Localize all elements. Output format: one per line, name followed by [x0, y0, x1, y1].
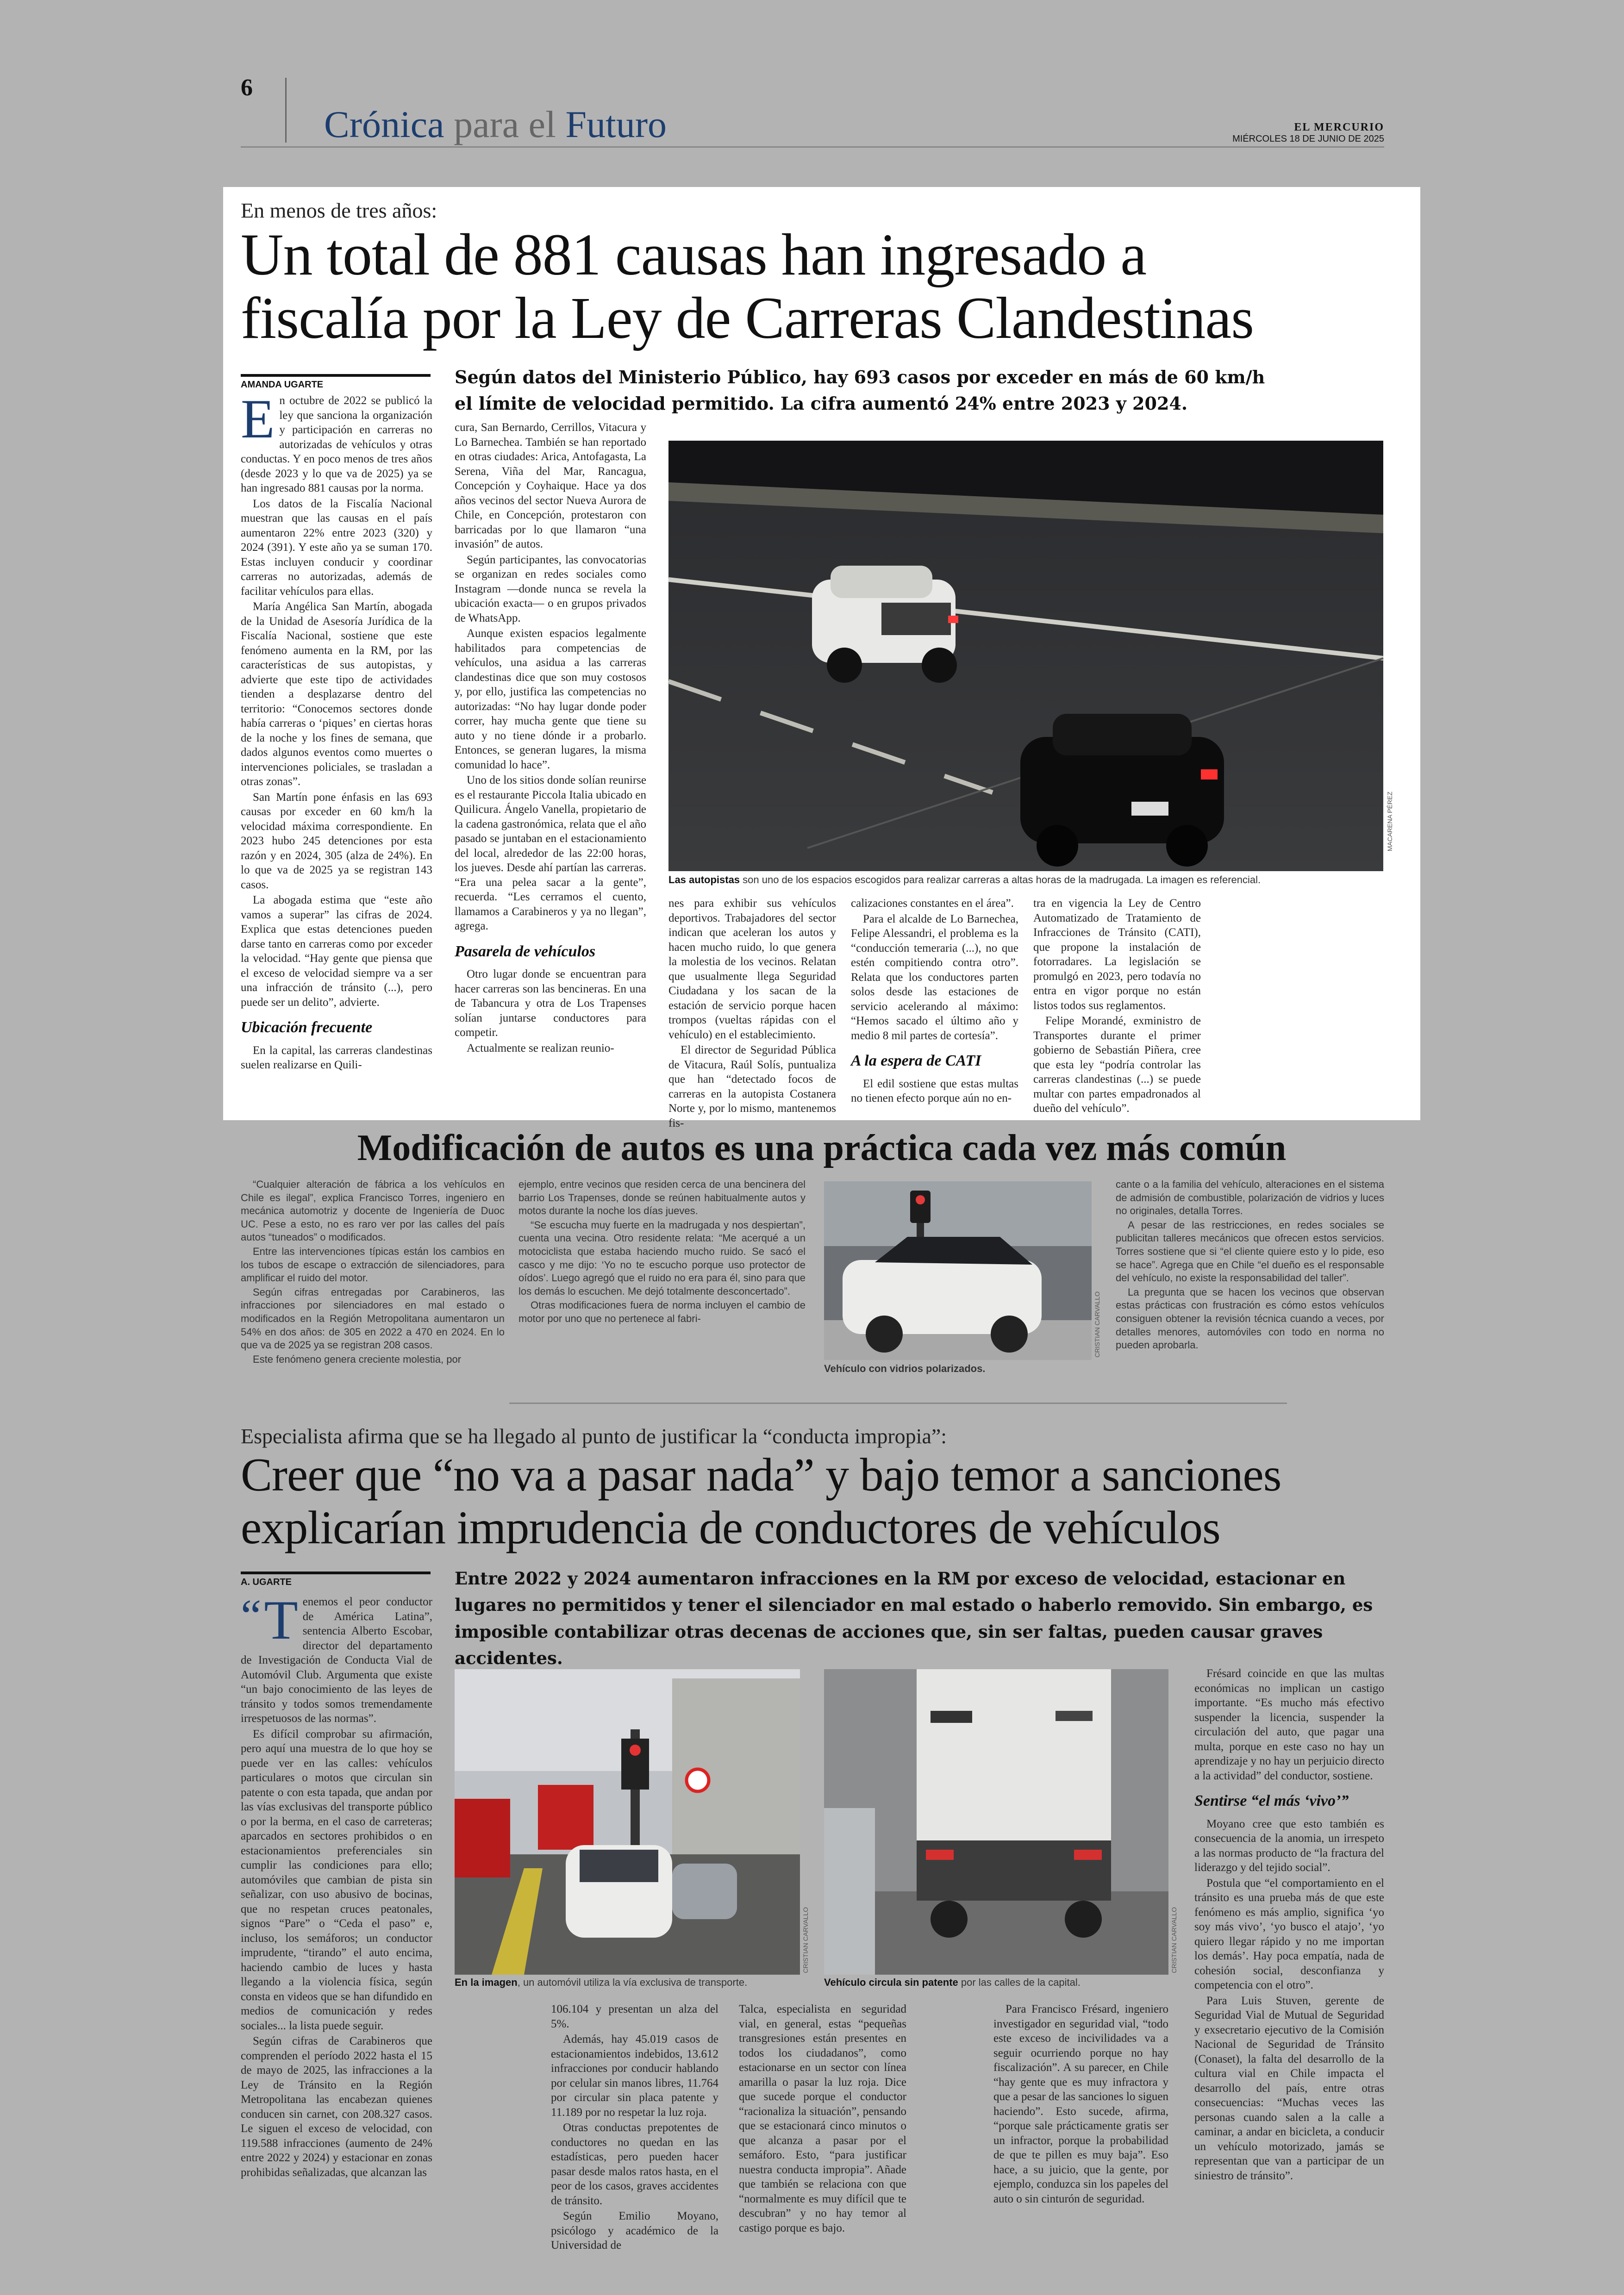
sidebar-column-2 [518, 1178, 806, 1377]
article2-column-5 [1194, 1666, 1384, 2215]
paper-name: EL MERCURIO [1294, 121, 1384, 133]
paragraph: Según participantes, las convocatorias se organizan en redes sociales como Instagram —donde nunca se revela la ubicación exacta— o en grupos privados de WhatsApp. [455, 553, 646, 624]
paragraph: Para Luis Stuven, gerente de Seguridad Vial de Mutual de Seguridad y exsecretario ejecutivo de la Comisión Nacional de Seguridad de Tránsito (Conaset), la falta del desarrollo de la cultura vial en Chile impacta el desarrollo del país, entre otras consecuencias: “Muchas veces las personas cuando salen a la calle a caminar, a andar en bicicleta, a conducir un vehículo motorizado, jamás se representan que van a participar de un siniestro de tránsito”. [1194, 1994, 1384, 2182]
article2-headline-line1: Creer que “no va a pasar nada” y bajo temor a sanciones [241, 1449, 1281, 1501]
caption-bold: En la imagen [455, 1977, 518, 1988]
article2-column-1 [241, 1589, 432, 2215]
paragraph: Para Francisco Frésard, ingeniero investigador en seguridad vial, “todo este exceso de incivilidades va a seguir ocurriendo porque no hay fiscalización”. A su parecer, en Chile “hay gente que es muy infractora y que a pesar de las sanciones lo siguen haciendo”. Esto sucede, afirma, “porque sale prácticamente gratis ser un infractor, porque la probabilidad de que te pillen es muy baja”. Eso hace, a su juicio, que la gente, por ejemplo, conduzca sin los papeles del auto o sin cinturón de seguridad. [993, 2003, 1168, 2205]
subheading: Sentirse “el más ‘vivo’” [1194, 1792, 1349, 1809]
sidebar-headline: Modificación de autos es una práctica cada vez más común [357, 1128, 1287, 1168]
paragraph: Postula que “el comportamiento en el tránsito es una prueba más de que este fenómeno es más amplio, significa ‘yo soy más vivo’, ‘yo busco el atajo’, ‘yo quiero llegar rápido y no me importan los demás’. Hay poca empatía, nada de cohesión social, desconfianza y competencia con el otro”. [1194, 1877, 1384, 1992]
section-title [324, 103, 667, 146]
article1-column-5 [1033, 896, 1201, 1120]
article2-kicker: Especialista afirma que se ha llegado al punto de justificar la “conducta impropia”: [241, 1424, 947, 1448]
paragraph: La pregunta que se hacen los vecinos que observan estas prácticas con frustración es cómo estos vehículos consiguen obtener la revisión técnica cuando a veces, por detalles menores, automóviles con todo en norma no pueden aprobarla. [1116, 1286, 1384, 1351]
article2-lead: Entre 2022 y 2024 aumentaron infracciones en la RM por exceso de velocidad, estacionar en lugares no permitidos y tener el silenciador en mal estado o haberlo removido. Sin embargo, es imposible contabilizar otras decenas de acciones que, sin ser faltas, pueden causar graves accidentes. [455, 1568, 1373, 1669]
paragraph: Según cifras de Carabineros que comprenden el período 2022 hasta el 15 de mayo de 2025, las infracciones a la Ley de Tránsito en la Región Metropolitana las encabezan quienes conducen sin carnet, con 208.327 casos. Le siguen el exceso de velocidad, con 119.588 infracciones (aumento de 24% entre 2022 y 2024) y estacionar en zonas prohibidas señalizadas, que alcanzan las [241, 2035, 432, 2179]
photo-credit: CRISTIAN CARVALLO [1093, 1291, 1101, 1358]
photo-credit: MACARENA PÉREZ [1386, 792, 1393, 852]
photo-caption [824, 1977, 1168, 1989]
paragraph: Entre las intervenciones típicas están los cambios en los tubos de escape o extracción de silenciadores, para amplificar el ruido del motor. [241, 1245, 505, 1284]
photo-illustration [455, 1669, 800, 1975]
paragraph: enemos el peor conductor de América Latina”, sentencia Alberto Escobar, director del departamento de Investigación de Conducta Vial de Automóvil Club. Argumenta que existe “un bajo conocimiento de las leyes de tránsito y todos somos tremendamente irrespetuosos de las normas”. [241, 1596, 432, 1725]
article1-headline-line2: fiscalía por la Ley de Carreras Clandestinas [241, 285, 1254, 351]
issue-date: MIÉRCOLES 18 DE JUNIO DE 2025 [1232, 134, 1384, 144]
photo-illustration [824, 1669, 1168, 1975]
article1-column-2 [455, 420, 646, 1120]
caption-bold: Las autopistas [668, 874, 740, 886]
article1-lead: Según datos del Ministerio Público, hay 693 casos por exceder en más de 60 km/h el límite de velocidad permitido. La cifra aumentó 24% entre 2023 y 2024. [455, 367, 1265, 414]
paragraph: El edil sostiene que estas multas no tienen efecto porque aún no en- [851, 1077, 1018, 1105]
photo-caption [668, 874, 1383, 886]
paragraph: Otras modificaciones fuera de norma incluyen el cambio de motor por uno que no pertenece al fabri- [518, 1299, 806, 1324]
article1-column-4 [851, 896, 1018, 1120]
paragraph: n octubre de 2022 se publicó la ley que sanciona la organización y participación en carreras no autorizadas de vehículos y otras conductas. Y en poco menos de tres años (desde 2023 y lo que va de 2025) ya se han ingresado 881 causas por la norma. [241, 394, 432, 494]
paragraph: Otras conductas prepotentes de conductores no quedan en las estadísticas, pero pueden hacer pasar desde malos ratos hasta, en el peor de los casos, graves accidentes de tránsito. [551, 2121, 718, 2207]
section-title-part3: Futuro [565, 103, 667, 145]
paragraph: Para el alcalde de Lo Barnechea, Felipe Alessandri, el problema es la “conducción temeraria (...), no que estén compitiendo contra otro”. Relata que los conductores parten solos desde las estaciones de servicio acelerando al máximo: “Hemos sacado el último año y medio 8 mil partes de cortesía”. [851, 912, 1018, 1042]
paragraph: calizaciones constantes en el área”. [851, 897, 1014, 910]
article1-headline [241, 223, 1254, 350]
caption-text: son uno de los espacios escogidos para realizar carreras a altas horas de la madrugada. La imagen es referencial. [740, 874, 1261, 886]
article2-headline [241, 1449, 1281, 1554]
article2-column-4 [993, 2002, 1168, 2215]
paragraph: 106.104 y presentan un alza del 5%. [551, 2003, 718, 2030]
paragraph: Además, hay 45.019 casos de estacionamientos indebidos, 13.612 infracciones por conducir hablando por celular sin manos libres, 11.764 por circular sin placa patente y 11.189 por no respetar la luz roja. [551, 2033, 718, 2119]
paragraph: Moyano cree que esto también es consecuencia de la anomia, un irrespeto a las normas producto de “la fractura del liderazgo y del tejido social”. [1194, 1817, 1384, 1874]
article2-headline-line2: explicarían imprudencia de conductores de vehículos [241, 1502, 1220, 1554]
subheading: Ubicación frecuente [241, 1019, 373, 1036]
paragraph: Los datos de la Fiscalía Nacional muestran que las causas en el país aumentaron 22% entre 2023 (320) y 2024 (391). Y este año ya se suman 170. Estas incluyen conducir y coordinar carreras no autorizadas, además de facilitar vehículos para ellas. [241, 497, 432, 598]
paragraph: Actualmente se realizan reunio- [467, 1041, 614, 1054]
paragraph: nes para exhibir sus vehículos deportivos. Trabajadores del sector indican que aceleran los autos y hacen mucho ruido, lo que genera la molestia de los vecinos. Relatan que usualmente llega Seguridad Ciudadana y los sacan de la estación de servicio porque hacen trompos (vueltas rápidas con el vehículo) en el establecimiento. [668, 897, 836, 1041]
masthead [1232, 121, 1384, 144]
paragraph: A pesar de las restricciones, en redes sociales se publicitan talleres mecánicos que ofrecen estos servicios. Torres sostiene que si “el cliente quiere esto y lo pide, eso se hace”. Agrega que en Chile “el dueño es el responsable del vehículo, no existe la responsabilidad del taller”. [1116, 1219, 1384, 1284]
page-number: 6 [241, 75, 253, 101]
sidebar-column-1 [241, 1178, 505, 1377]
paragraph: Felipe Morandé, exministro de Transportes durante el primer gobierno de Sebastián Piñera, cree que esta ley “podría controlar las carreras clandestinas (...) se puede multar con partes empadronados al dueño del vehículo”. [1033, 1015, 1201, 1115]
paragraph: Uno de los sitios donde solían reunirse es el restaurante Piccola Italia ubicado en Quilicura. Ángelo Vanella, propietario de la cadena gastronómica, relata que el año pasado se juntaban en el estacionamiento del local, alrededor de las 22:00 horas, los jueves. Desde ahí partían las carreras. “Era una pelea sacar a la gente”, recuerda. “Les cerramos el cuento, llamamos a Carabineros y ya no llegan”, agrega. [455, 774, 646, 932]
paragraph: Talca, especialista en seguridad vial, en general, estas “pequeñas transgresiones están presentes en todos los ciudadanos”, como estacionarse en un sector con línea amarilla o pasar la luz roja. Dice que sucede porque el conductor “racionaliza la situación”, pensando que se estacionará cinco minutos o que alcanza a pasar por el semáforo. Esto, “para justificar nuestra conducta impropia”. Añade que también se relaciona con que “normalmente es muy difícil que te descubran” y no hay temor al castigo porque es bajo. [739, 2003, 906, 2234]
paragraph: Otro lugar donde se encuentran para hacer carreras son las bencineras. En una de Tabancura y otra de Los Trapenses solían juntarse conductores para competir. [455, 968, 646, 1039]
caption-text: por las calles de la capital. [958, 1977, 1081, 1988]
header-divider [285, 78, 287, 143]
paragraph: ejemplo, entre vecinos que residen cerca de una bencinera del barrio Los Trapenses, donde se reúnen habitualmente autos y motos durante la noche los días jueves. [518, 1179, 806, 1217]
article2-column-2 [551, 2002, 718, 2251]
caption-bold: Vehículo circula sin patente [824, 1977, 958, 1988]
sidebar-column-3 [1116, 1178, 1384, 1377]
paragraph: Aunque existen espacios legalmente habilitados para competencias de vehículos, una asidua a las carreras clandestinas dice que son muy costosos y, por ello, justifica las competencias no autorizadas: “No hay lugar donde poder correr, hay mucha gente que tiene su auto y no tiene dónde ir a probarlo. Entonces, se generan lugares, la misma comunidad lo hace”. [455, 627, 646, 771]
photo-illustration [668, 441, 1383, 871]
photo-credit: CRISTIAN CARVALLO [802, 1907, 809, 1973]
photo-illustration [824, 1181, 1092, 1360]
photo-caption: Vehículo con vidrios polarizados. [824, 1363, 986, 1374]
paragraph: María Angélica San Martín, abogada de la Unidad de Asesoría Jurídica de la Fiscalía Nacional, sostiene que este fenómeno aumenta en la RM, por las características de sus autopistas, y advierte que este tipo de actividades tienden a desplazarse dentro del territorio: “Conocemos sectores donde había carreras o ‘piques’ en ciertas horas de la noche y los fines de semana, que dados algunos eventos como muertes o intervenciones policiales, se trasladan a otras zonas”. [241, 600, 432, 788]
tinted-windows-photo [824, 1181, 1092, 1360]
photo-caption [455, 1977, 800, 1989]
paragraph: Según Emilio Moyano, psicólogo y académico de la Universidad de [551, 2210, 718, 2251]
caption-text: , un automóvil utiliza la vía exclusiva de transporte. [517, 1977, 748, 1988]
no-plate-truck-photo [824, 1669, 1168, 1975]
section-title-part2: para el [454, 103, 556, 145]
paragraph: tra en vigencia la Ley de Centro Automatizado de Tratamiento de Infracciones de Tránsito (CATI), que propone la instalación de fotorradares. La legislación se promulgó en 2023, pero todavía no entra en vigor porque no están listos todos sus reglamentos. [1033, 897, 1201, 1012]
article1-column-1 [241, 388, 432, 1120]
highway-night-photo [668, 441, 1383, 871]
bus-lane-photo [455, 1669, 800, 1975]
photo-credit: CRISTIAN CARVALLO [1170, 1907, 1178, 1973]
dropcap: E [241, 388, 275, 449]
paragraph: “Cualquier alteración de fábrica a los vehículos en Chile es ilegal”, explica Francisco Torres, ingeniero en mecánica automotriz y docente de Ingeniería de Duoc UC. Pese a esto, no es raro ver por las calles del país autos “tuneados” o modificados. [241, 1179, 505, 1243]
article2-column-3 [739, 2002, 906, 2234]
article2-byline: A. UGARTE [241, 1572, 431, 1588]
article1-column-3 [668, 896, 836, 1129]
paragraph: “Se escucha muy fuerte en la madrugada y nos despiertan”, cuenta una vecina. Otro residente relata: “Me acerqué a un motociclista que estaba haciendo mucho ruido. Se sacó el casco y me dijo: ‘Yo no te escucho porque uso protector de oídos’. Luego agregó que el ruido no era para él, sino para que los demás lo escuchen. Me dejó totalmente desconcertado”. [518, 1219, 806, 1297]
subheading: A la espera de CATI [851, 1052, 981, 1069]
paragraph: La abogada estima que “este año vamos a superar” las cifras de 2024. Explica que estas detenciones pueden darse tanto en carreras como por exceder la velocidad. “Hay gente que piensa que el exceso de velocidad siempre va a ser una infracción de tránsito (...), pero puede ser un delito”, advierte. [241, 894, 432, 1009]
section-title-part1: Crónica [324, 103, 444, 145]
quote-mark: “ [241, 1590, 262, 1641]
paragraph: En la capital, las carreras clandestinas suelen realizarse en Quili- [241, 1044, 432, 1072]
paragraph: El director de Seguridad Pública de Vitacura, Raúl Solís, puntualiza que han “detectado focos de carreras en la autopista Costanera Norte y, por lo mismo, mantenemos fis- [668, 1044, 836, 1129]
paragraph: Según cifras entregadas por Carabineros, las infracciones por silenciadores en mal estado o modificados en la Región Metropolitana aumentaron un 54% en dos años: de 305 en 2022 a 470 en 2024. En lo que va de 2025 ya se registran 208 casos. [241, 1286, 505, 1351]
paragraph: Frésard coincide en que las multas económicas no implican un castigo importante. “Es mucho más efectivo suspender la licencia, suspender la circulación del auto, que pagar una multa, porque en este caso no hay un aprendizaje y no hay un perjuicio directo a la actividad” del conductor, sostiene. [1194, 1667, 1384, 1782]
paragraph: Este fenómeno genera creciente molestia, por [253, 1353, 462, 1365]
paragraph: San Martín pone énfasis en las 693 causas por exceder en 60 km/h la velocidad máxima correspondiente. En 2023 hubo 245 detenciones por esta razón y en 2024, 305 (alza de 24%). En lo que va de 2025 ya se registran 143 casos. [241, 791, 432, 891]
paragraph: cura, San Bernardo, Cerrillos, Vitacura y Lo Barnechea. También se han reportado en otras ciudades: Arica, Antofagasta, La Serena, Viña del Mar, Rancagua, Concepción y Coyhaique. Hace ya dos años vecinos del sector Nueva Aurora de Chile, en Concepción, protestaron con barricadas por lo que llamaron “una invasión” de autos. [455, 421, 646, 550]
paragraph: cante o a la familia del vehículo, alteraciones en el sistema de admisión de combustible, polarización de vidrios y luces no originales, detalla Torres. [1116, 1179, 1384, 1217]
subheading: Pasarela de vehículos [455, 942, 596, 960]
header-rule [241, 146, 1384, 148]
dropcap: T [264, 1589, 298, 1651]
section-divider [509, 1403, 1287, 1404]
article1-byline: AMANDA UGARTE [241, 374, 431, 390]
paragraph: Es difícil comprobar su afirmación, pero aquí una muestra de lo que hoy se puede ver en las calles: vehículos particulares o motos que circulan sin patente o con esta tapada, que andan por las vías exclusivas del transporte público o por la berma, en el caso de carreteras; aparcados en sectores prohibidos o en estacionamientos preferenciales sin cumplir las condiciones para ello; automóviles que cambian de pista sin señalizar, con uso abusivo de bocinas, que no respetan cruces peatonales, signos “Pare” o “Ceda el paso” e, incluso, los semáforos; un conductor imprudente, “tirando” el auto encima, haciendo cambio de luces y hasta llegando a la violencia física, según consta en videos que se han difundido en medios de comunicación y redes sociales... la lista puede seguir. [241, 1727, 432, 2032]
article1-kicker: En menos de tres años: [241, 199, 437, 222]
article1-headline-line1: Un total de 881 causas han ingresado a [241, 222, 1147, 287]
